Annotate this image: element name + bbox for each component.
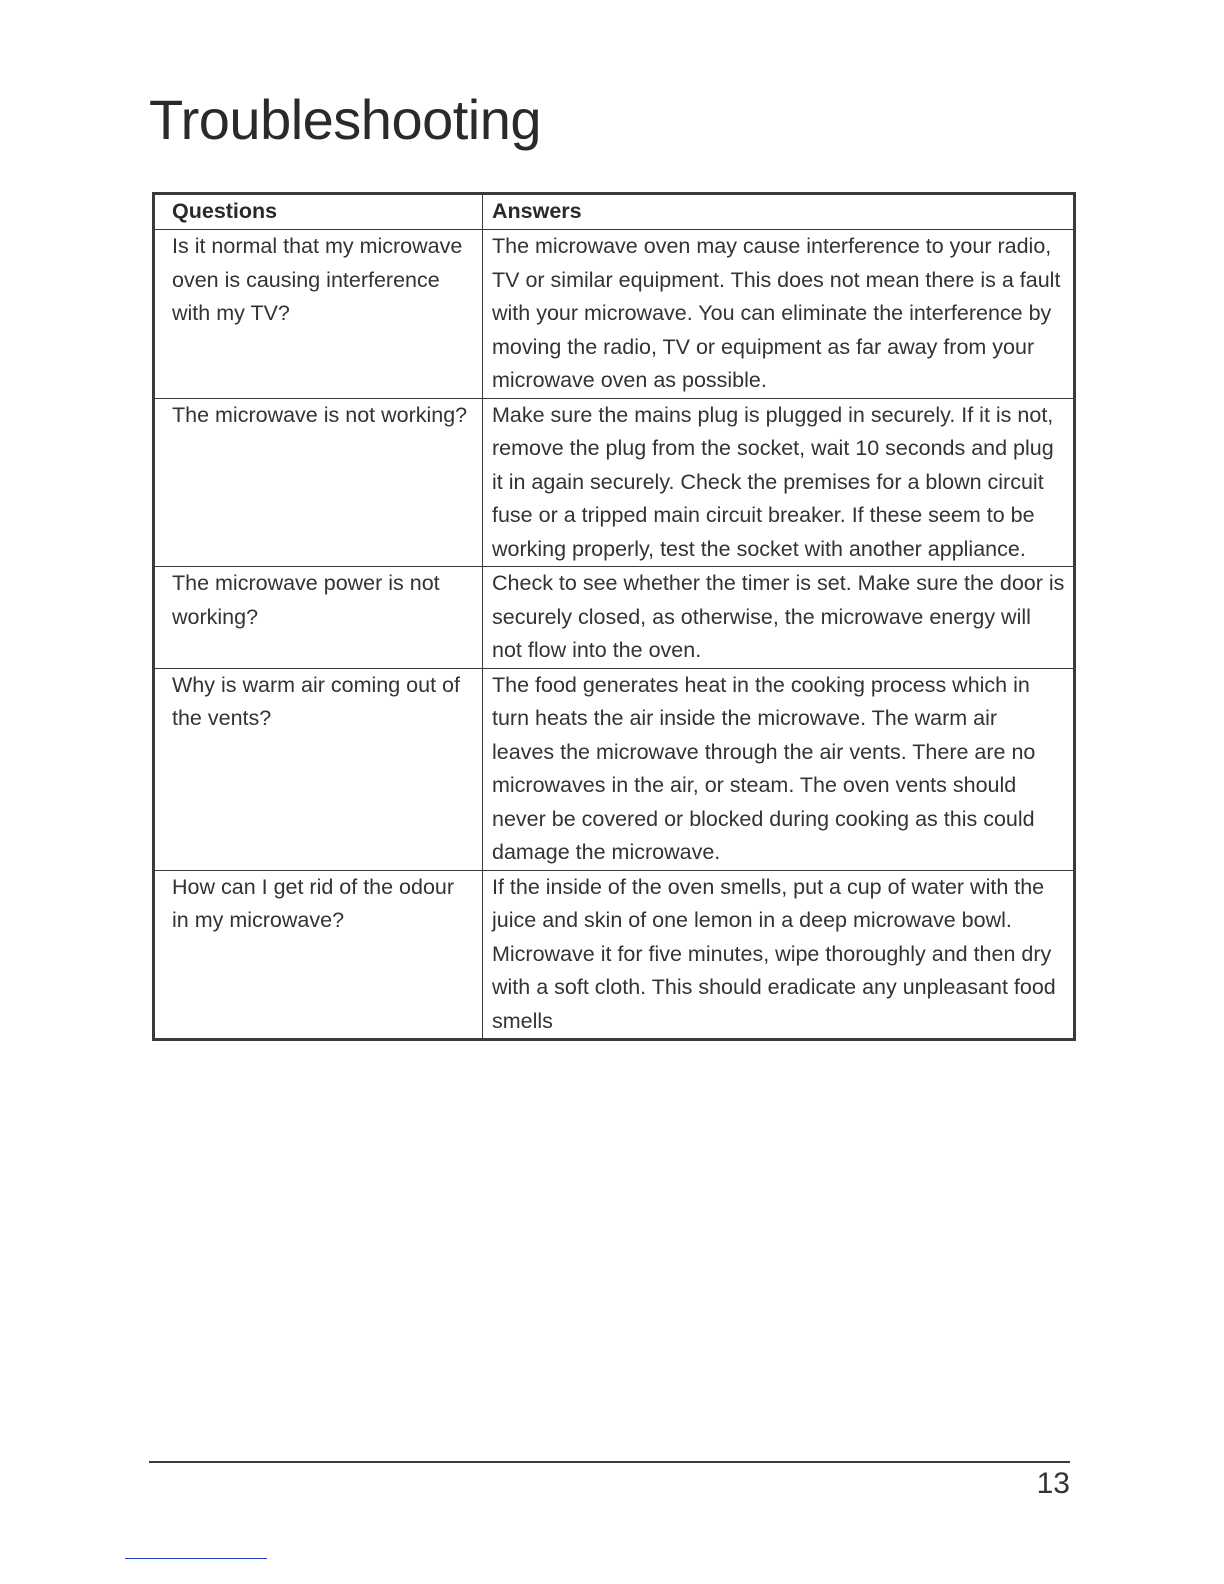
answers-column-header: Answers [483, 194, 1075, 230]
answer-cell: If the inside of the oven smells, put a cup of water with the juice and skin of one lemon in a deep microwave bowl. Microwave it for five minutes, wipe thoroughly and then dry with a soft cloth. This should eradicate any unpleasant food smells [483, 870, 1075, 1040]
table-header-row [154, 194, 1075, 230]
answer-cell: The microwave oven may cause interference to your radio, TV or similar equipment. This does not mean there is a fault with your microwave. You can eliminate the interference by moving the radio, TV or equipment as far away from your microwave oven as possible. [483, 230, 1075, 399]
table-row [154, 398, 1075, 567]
page-title: Troubleshooting [149, 88, 542, 151]
question-cell: The microwave is not working? [154, 398, 483, 567]
question-cell: The microwave power is not working? [154, 567, 483, 669]
question-cell: Is it normal that my microwave oven is causing interference with my TV? [154, 230, 483, 399]
answer-cell: Check to see whether the timer is set. Make sure the door is securely closed, as otherwise, the microwave energy will not flow into the oven. [483, 567, 1075, 669]
table-row [154, 567, 1075, 669]
questions-column-header: Questions [154, 194, 483, 230]
answer-cell: Make sure the mains plug is plugged in securely. If it is not, remove the plug from the socket, wait 10 seconds and plug it in again securely. Check the premises for a blown circuit fuse or a tripped main circuit breaker. If these seem to be working properly, test the socket with another appliance. [483, 398, 1075, 567]
footer-divider [149, 1461, 1070, 1463]
margin-line-decoration [125, 1558, 267, 1559]
table-row [154, 870, 1075, 1040]
page-number: 13 [1036, 1467, 1070, 1500]
question-cell: Why is warm air coming out of the vents? [154, 668, 483, 870]
table-row [154, 230, 1075, 399]
answer-cell: The food generates heat in the cooking process which in turn heats the air inside the microwave. The warm air leaves the microwave through the air vents. There are no microwaves in the air, or steam. The oven vents should never be covered or blocked during cooking as this could damage the microwave. [483, 668, 1075, 870]
question-cell: How can I get rid of the odour in my microwave? [154, 870, 483, 1040]
table-row [154, 668, 1075, 870]
troubleshooting-table [152, 192, 1076, 1041]
